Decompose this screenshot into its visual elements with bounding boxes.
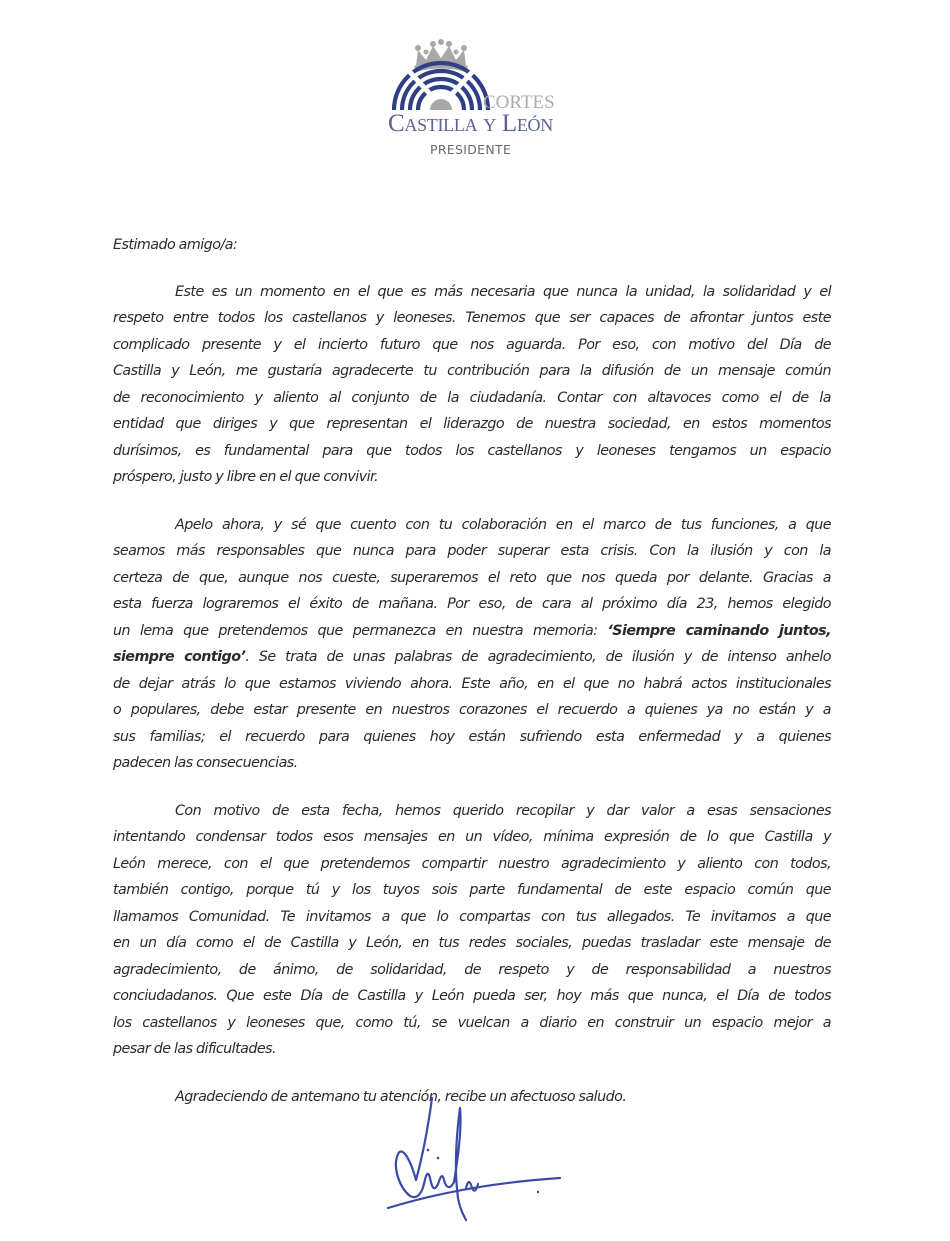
text-line: León merece, con el que pretendemos compartir nuestro agradecimiento y aliento con todos, xyxy=(113,855,831,872)
text-line: conciudadanos. Que este Día de Castilla y León pueda ser, hoy más que nunca, el Día de todos xyxy=(113,988,831,1004)
text-line: de dejar atrás lo que estamos viviendo ahora. Este año, en el que no habrá actos institucionales xyxy=(113,675,831,692)
text-line: próspero, justo y libre en el que convivir. xyxy=(113,469,379,485)
letter-body xyxy=(113,232,831,1110)
cortes-logo-emblem xyxy=(386,36,496,116)
greeting: Estimado amigo/a: xyxy=(113,237,238,253)
text-span: . Se trata de unas palabras de agradecimiento, de ilusión y de intenso anhelo xyxy=(245,649,831,665)
text-line: Con motivo de esta fecha, hemos querido recopilar y dar valor a esas sensaciones xyxy=(175,802,831,819)
text-line: seamos más responsables que nunca para poder superar esta crisis. Con la ilusión y con la xyxy=(113,543,831,559)
text-line: respeto entre todos los castellanos y leoneses. Tenemos que ser capaces de afrontar juntos este xyxy=(113,310,831,326)
org-name-main: Castilla y León xyxy=(388,110,553,137)
text-line: de reconocimiento y aliento al conjunto de la ciudadanía. Contar con altavoces como el de la xyxy=(113,389,831,406)
closing: Agradeciendo de antemano tu atención, recibe un afectuoso saludo. xyxy=(175,1088,627,1105)
text-line: llamamos Comunidad. Te invitamos a que lo compartas con tus allegados. Te invitamos a que xyxy=(113,908,831,925)
text-line: o populares, debe estar presente en nuestros corazones el recuerdo a quienes ya no están y a xyxy=(113,702,831,718)
text-line: Apelo ahora, y sé que cuento con tu colaboración en el marco de tus funciones, a que xyxy=(175,516,831,533)
text-line: padecen las consecuencias. xyxy=(113,755,298,771)
text-line-motto-end xyxy=(113,644,831,671)
text-line: sus familias; el recuerdo para quienes hoy están sufriendo esta enfermedad y a quienes xyxy=(113,728,831,745)
text-line: durísimos, es fundamental para que todos los castellanos y leoneses tengamos un espacio xyxy=(113,442,831,459)
text-line: Castilla y León, me gustaría agradecerte tu contribución para la difusión de un mensaje común xyxy=(113,363,831,379)
text-line: pesar de las dificultades. xyxy=(113,1041,277,1057)
text-line: Este es un momento en el que es más necesaria que nunca la unidad, la solidaridad y el xyxy=(175,283,831,300)
motto-text: ‘Siempre caminando juntos, xyxy=(607,622,831,639)
text-line: intentando condensar todos esos mensajes en un vídeo, mínima expresión de lo que Castilla y xyxy=(113,829,831,845)
text-line: también contigo, porque tú y los tuyos sois parte fundamental de este espacio común que xyxy=(113,882,831,898)
text-line: esta fuerza lograremos el éxito de mañana. Por eso, de cara al próximo día 23, hemos elegido xyxy=(113,596,831,612)
text-span: un lema que pretendemos que permanezca en nuestra memoria: xyxy=(113,622,608,639)
signature xyxy=(380,1088,580,1228)
text-line: en un día como el de Castilla y León, en tus redes sociales, puedas trasladar este mensaje de xyxy=(113,935,831,951)
paragraph-2 xyxy=(113,512,831,777)
text-line: entidad que diriges y que representan el liderazgo de nuestra sociedad, en estos momentos xyxy=(113,416,831,432)
text-line: los castellanos y leoneses que, como tú, se vuelcan a diario en construir un espacio mejor a xyxy=(113,1014,831,1031)
text-line: complicado presente y el incierto futuro que nos aguarda. Por eso, con motivo del Día de xyxy=(113,336,831,353)
org-name-small: CORTES xyxy=(483,92,555,113)
text-line-motto xyxy=(113,618,831,645)
paragraph-3 xyxy=(113,798,831,1063)
letterhead xyxy=(380,36,580,166)
paragraph-1 xyxy=(113,279,831,491)
text-line: certeza de que, aunque nos cueste, superaremos el reto que nos queda por delante. Gracias a xyxy=(113,569,831,586)
motto-text: siempre contigo’ xyxy=(113,649,246,665)
text-line: agradecimiento, de ánimo, de solidaridad, de respeto y de responsabilidad a nuestros xyxy=(113,961,831,978)
role-title: PRESIDENTE xyxy=(430,142,512,157)
